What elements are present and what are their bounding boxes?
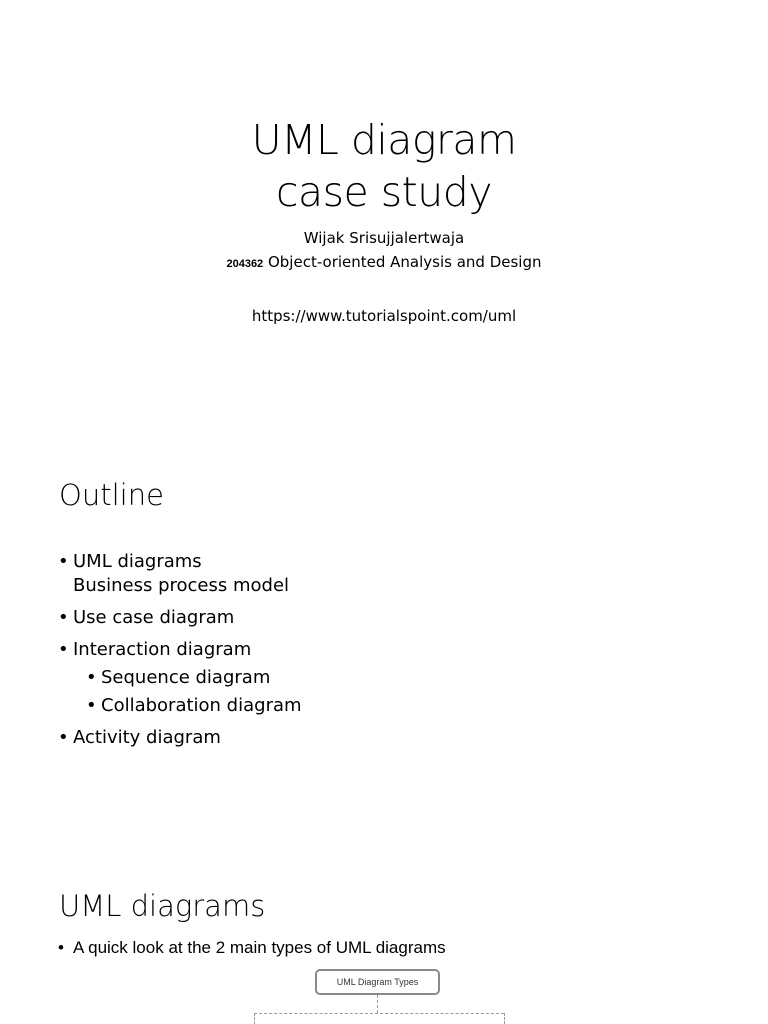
slide-title <box>0 114 768 218</box>
title-slide <box>0 0 768 400</box>
list-item: • UML diagrams <box>58 549 302 574</box>
diagram-root-node: UML Diagram Types <box>315 969 440 995</box>
uml-heading: UML diagrams <box>59 889 266 923</box>
diagram-connector <box>377 995 378 1013</box>
course-code: 204362 <box>226 258 264 270</box>
reference-url: https://www.tutorialspoint.com/uml <box>251 307 517 325</box>
course-name: Object-oriented Analysis and Design <box>267 253 542 271</box>
diagram-connector <box>504 1013 505 1024</box>
uml-bullet: • A quick look at the 2 main types of UML diagrams <box>58 937 446 959</box>
title-line-1: UML diagram <box>251 116 517 164</box>
list-item: • Collaboration diagram <box>86 693 302 718</box>
title-line-2: case study <box>276 168 492 216</box>
list-item: • Sequence diagram <box>86 665 302 690</box>
outline-heading: Outline <box>59 478 164 512</box>
diagram-connector <box>254 1013 255 1024</box>
list-item: • Interaction diagram <box>58 637 302 662</box>
list-item: Business process model <box>73 575 290 596</box>
list-item: • Activity diagram <box>58 725 302 750</box>
list-item: • Use case diagram <box>58 605 302 630</box>
diagram-connector <box>254 1013 504 1014</box>
outline-list <box>58 549 302 750</box>
course-line <box>0 252 768 274</box>
author-name: Wijak Srisujjalertwaja <box>303 229 465 247</box>
